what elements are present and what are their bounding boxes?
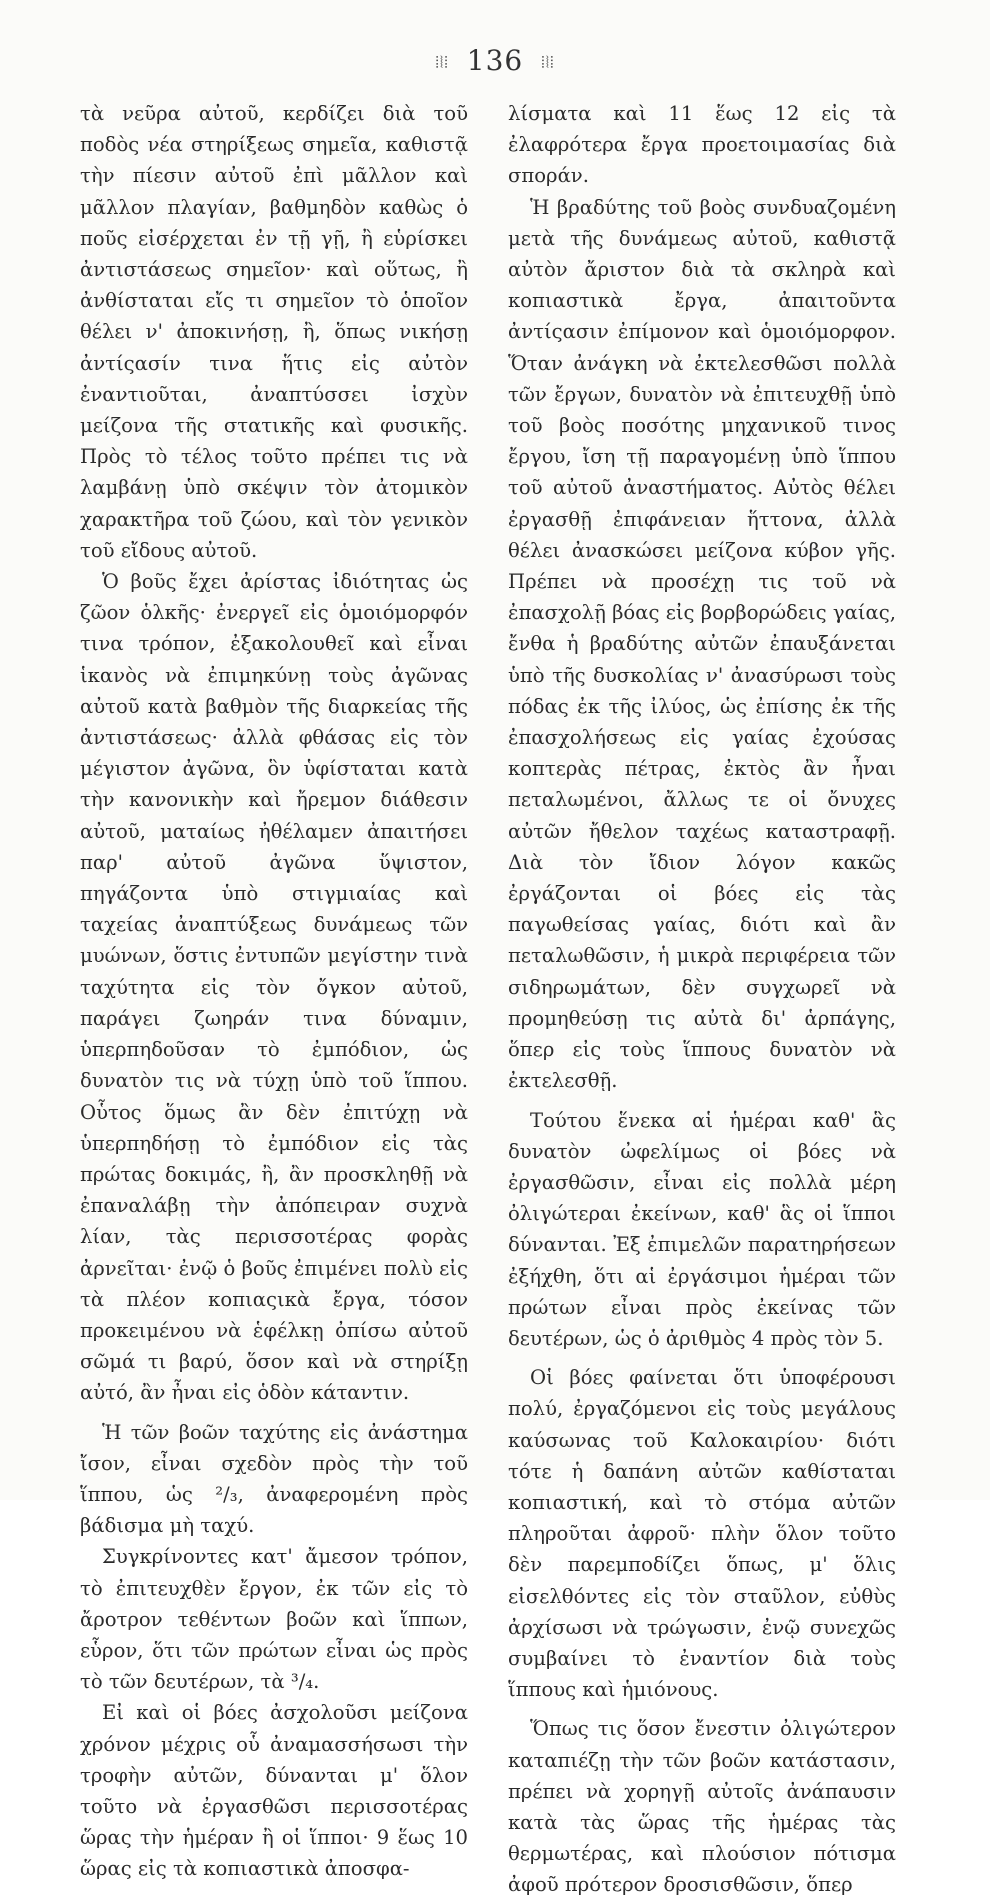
paragraph: λίσματα καὶ 11 ἕως 12 εἰς τὰ ἐλαφρότερα ἔργα προετοιμασίας διὰ σποράν. [508, 102, 896, 188]
paragraph: Εἰ καὶ οἱ βόες ἀσχολοῦσι μείζονα χρόνον μέχρις οὗ ἀναμασσήσωσι τὴν τροφὴν αὐτῶν, δύνανται μ' ὅλον τοῦτο νὰ ἐργασθῶσι περισσοτέρας ὥρας τὴν ἡμέραν ἢ οἱ ἵπποι· 9 ἕως 10 ὥρας εἰς τὰ κοπιαστικὰ ἀποσφα- [80, 1701, 468, 1881]
paragraph: Οἱ βόες φαίνεται ὅτι ὑποφέρουσι πολύ, ἐργαζόμενοι εἰς τοὺς μεγάλους καύσωνας τοῦ Καλοκαιρίου· διότι τότε ἡ δαπάνη αὐτῶν καθίσταται κοπιαστική, καὶ τὸ στόμα αὐτῶν πληροῦται ἀφροῦ· πλὴν ὅλον τοῦτο δὲν παρεμποδίζει ὅπως, μ' ὅλις εἰσελθόντες εἰς τὸν σταῦλον, εὐθὺς ἀρχίσωσι νὰ τρώγωσιν, ἐνῷ συνεχῶς συμβαίνει τὸ ἐναντίον διὰ τοὺς ἵππους καὶ ἡμιόνους. [508, 1366, 896, 1702]
paragraph: τὰ νεῦρα αὐτοῦ, κερδίζει διὰ τοῦ ποδὸς νέα στηρίξεως σημεῖα, καθιστᾷ τὴν πίεσιν αὐτοῦ ἐπὶ μᾶλλον καὶ μᾶλλον πλαγίαν, βαθμηδὸν καθὼς ὁ ποῦς εἰσέρχεται ἐν τῇ γῇ, ἢ εὑρίσκει ἀντιστάσεως σημεῖον· καὶ οὕτως, ἢ ἀνθίσταται εἴς τι σημεῖον τὸ ὁποῖον θέλει ν' ἀποκινήσῃ, ἢ, ὅπως νικήσῃ ἀντίςασίν τινα ἥτις εἰς αὐτὸν ἐναντιοῦται, ἀναπτύσσει ἰσχὺν μείζονα τῆς στατικῆς καὶ φυσικῆς. Πρὸς τὸ τέλος τοῦτο πρέπει τις νὰ λαμβάνῃ ὑπὸ σκέψιν τὸν ἀτομικὸν χαρακτῆρα τοῦ ζώου, καὶ τὸν γενικὸν τοῦ εἴδους αὐτοῦ. [80, 102, 468, 562]
right-column [508, 98, 896, 1901]
page-number: 136 [466, 44, 524, 77]
paragraph: Ἡ τῶν βοῶν ταχύτης εἰς ἀνάστημα ἴσον, εἶναι σχεδὸν πρὸς τὴν τοῦ ἵππου, ὡς ²/₃, ἀναφερομένη πρὸς βάδισμα μὴ ταχύ. [80, 1420, 468, 1538]
page-header [0, 44, 990, 77]
paragraph: Συγκρίνοντες κατ' ἄμεσον τρόπον, τὸ ἐπιτευχθὲν ἔργον, ἐκ τῶν εἰς τὸ ἄροτρον τεθέντων βοῶν καὶ ἵππων, εὗρον, ὅτι τῶν πρώτων εἶναι ὡς πρὸς τὸ τῶν δευτέρων, τὰ ³/₄. [80, 1545, 468, 1694]
paragraph: Ὅπως τις ὅσον ἔνεστιν ὀλιγώτερον καταπιέζῃ τὴν τῶν βοῶν κατάστασιν, πρέπει νὰ χορηγῇ αὐτοῖς ἀνάπαυσιν κατὰ τὰς ὥρας τῆς ἡμέρας τὰς θερμωτέρας, καὶ πλούσιον πότισμα ἀφοῦ πρότερον δροσισθῶσιν, ὅπερ [508, 1717, 896, 1897]
ornament-left: ⦙⦚⦙ [435, 52, 449, 72]
paragraph: Ἡ βραδύτης τοῦ βοὸς συνδυαζομένη μετὰ τῆς δυνάμεως αὐτοῦ, καθιστᾷ αὐτὸν ἄριστον διὰ τὰ σκληρὰ καὶ κοπιαστικὰ ἔργα, ἀπαιτοῦντα ἀντίςασιν ἐπίμονον καὶ ὁμοιόμορφον. Ὅταν ἀνάγκη νὰ ἐκτελεσθῶσι πολλὰ τῶν ἔργων, δυνατὸν νὰ ἐπιτευχθῇ ὑπὸ τοῦ βοὸς ποσότης μηχανικοῦ τινος ἔργου, ἴση τῇ παραγομένῃ ὑπὸ ἵππου τοῦ αὐτοῦ ἀναστήματος. Αὐτὸς θέλει ἐργασθῇ ἐπιφάνειαν ἥττονα, ἀλλὰ θέλει ἀνασκώσει μείζονα κύβον γῆς. Πρέπει νὰ προσέχῃ τις τοῦ νὰ ἐπασχολῇ βόας εἰς βορβορώδεις γαίας, ἔνθα ἡ βραδύτης αὐτῶν ἐπαυξάνεται ὑπὸ τῆς δυσκολίας ν' ἀνασύρωσι τοὺς πόδας ἐκ τῆς ἰλύος, ὡς ἐπίσης ἐκ τῆς ἐπασχολήσεως εἰς γαίας ἐχούσας κοπτερὰς πέτρας, ἐκτὸς ἂν ἦναι πεταλωμένοι, ἄλλως τε οἱ ὄνυχες αὐτῶν ἤθελον ταχέως καταστραφῇ. Διὰ τὸν ἴδιον λόγον κακῶς ἐργάζονται οἱ βόες εἰς τὰς παγωθείσας γαίας, διότι καὶ ἂν πεταλωθῶσιν, ἡ μικρὰ περιφέρεια τῶν σιδηρωμάτων, δὲν συγχωρεῖ νὰ προμηθεύσῃ τις αὐτὰ δι' ἁρπάγης, ὅπερ εἰς τοὺς ἵππους δυνατὸν νὰ ἐκτελεσθῇ. [508, 195, 896, 1093]
paragraph: Ὁ βοῦς ἔχει ἀρίστας ἰδιότητας ὡς ζῶον ὁλκῆς· ἐνεργεῖ εἰς ὁμοιόμορφόν τινα τρόπον, ἐξακολουθεῖ καὶ εἶναι ἱκανὸς νὰ ἐπιμηκύνῃ τοὺς ἀγῶνας αὐτοῦ κατὰ βαθμὸν τῆς διαρκείας τῆς ἀντιστάσεως· ἀλλὰ φθάσας εἰς τὸν μέγιστον ἀγῶνα, ὃν ὑφίσταται κατὰ τὴν κανονικὴν καὶ ἤρεμον διάθεσιν αὐτοῦ, ματαίως ἠθέλαμεν ἀπαιτήσει παρ' αὐτοῦ ἀγῶνα ὕψιστον, πηγάζοντα ὑπὸ στιγμιαίας καὶ ταχείας ἀναπτύξεως δυνάμεως τῶν μυώνων, ὅστις ἐντυπῶν μεγίστην τινὰ ταχύτητα εἰς τὸν ὄγκον αὐτοῦ, παράγει ζωηράν τινα δύναμιν, ὑπερπηδοῦσαν τὸ ἐμπόδιον, ὡς δυνατὸν τις νὰ τύχῃ ὑπὸ τοῦ ἵππου. Οὗτος ὅμως ἂν δὲν ἐπιτύχῃ νὰ ὑπερπηδήσῃ τὸ ἐμπόδιον εἰς τὰς πρώτας δοκιμάς, ἢ, ἂν προσκληθῇ νὰ ἐπαναλάβῃ τὴν ἀπόπειραν συχνὰ λίαν, τὰς περισσοτέρας φορὰς ἀρνεῖται· ἐνῷ ὁ βοῦς ἐπιμένει πολὺ εἰς τὰ πλέον κοπιαςικὰ ἔργα, τόσον προκειμένου νὰ ἑφέλκῃ ὀπίσω αὐτοῦ σῶμά τι βαρύ, ὅσον καὶ νὰ στηρίξῃ αὐτό, ἂν ἦναι εἰς ὁδὸν κάταντιν. [80, 570, 468, 1405]
ornament-right: ⦙⦚⦙ [541, 52, 555, 72]
left-column [80, 98, 468, 1885]
paragraph: Τούτου ἕνεκα αἱ ἡμέραι καθ' ἃς δυνατὸν ὠφελίμως οἱ βόες νὰ ἐργασθῶσιν, εἶναι εἰς πολλὰ μέρη ὀλιγώτεραι ἐκείνων, καθ' ἃς οἱ ἵπποι δύνανται. Ἐξ ἐπιμελῶν παρατηρήσεων ἐξήχθη, ὅτι αἱ ἐργάσιμοι ἡμέραι τῶν πρώτων εἶναι πρὸς ἐκείνας τῶν δευτέρων, ὡς ὁ ἀριθμὸς 4 πρὸς τὸν 5. [508, 1108, 896, 1350]
